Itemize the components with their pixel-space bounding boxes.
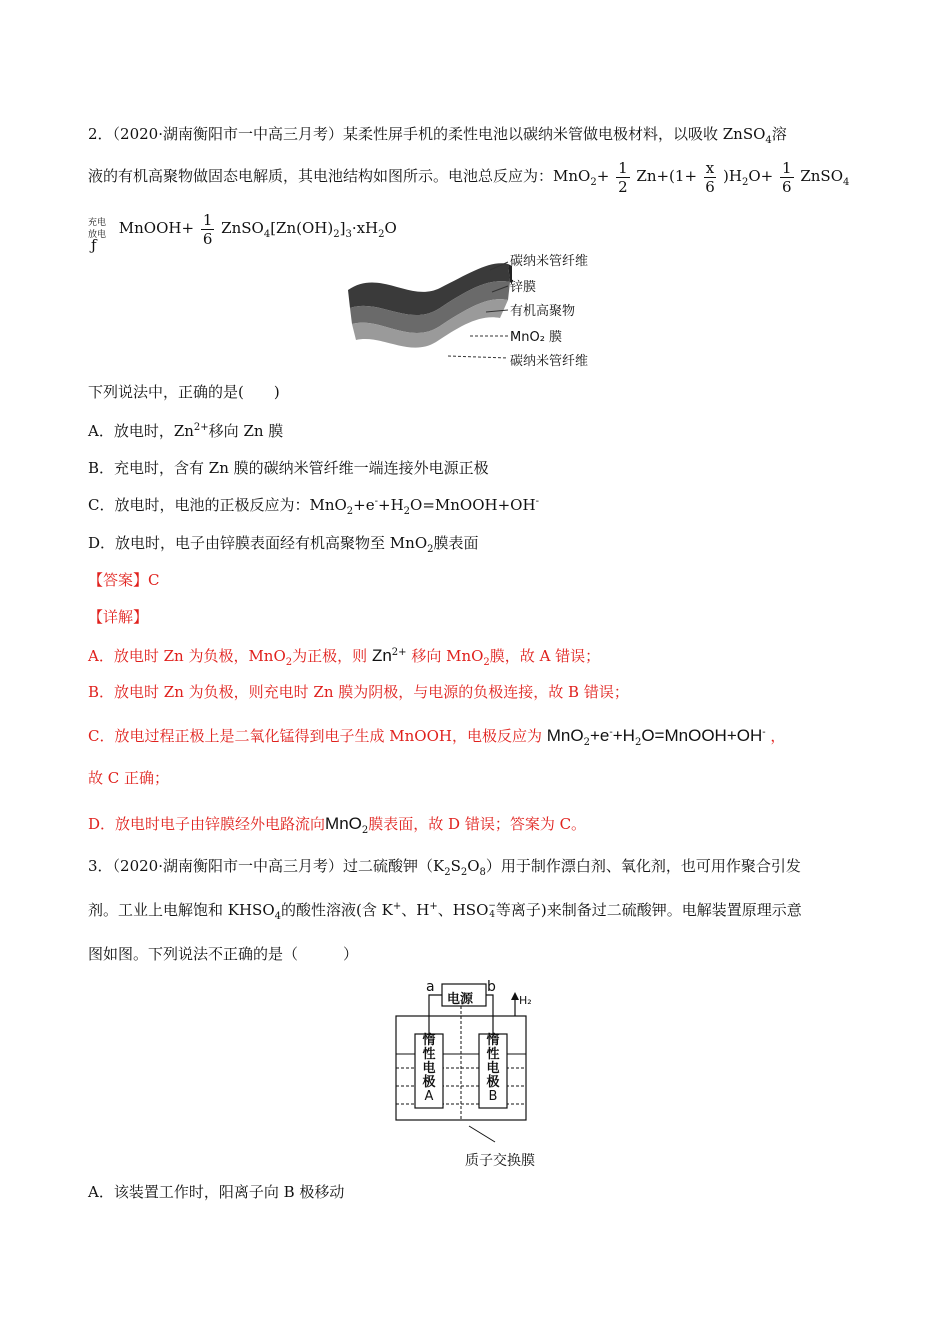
fraction: $\frac{1}{6}$ — [782, 158, 792, 196]
q2-option-c: C．放电时，电池的正极反应为：$MnO_2+e^-+H_2O=MnOOH+OH^-$ — [88, 496, 539, 517]
q3-option-a: A．该装置工作时，阳离子向 B 极移动 — [88, 1183, 345, 1201]
label-carbon-fiber-bottom: 碳纳米管纤维 — [510, 354, 589, 369]
explanation-b: B．放电时 Zn 为负极，则充电时 Zn 膜为阴极，与电源的负极连接，故 B 错误； — [88, 683, 629, 701]
battery-structure-figure — [340, 248, 610, 368]
label-carbon-fiber-top: 碳纳米管纤维 — [510, 254, 589, 269]
explanation-a: A．放电时 Zn 为负极，MnO$_2$为正极，则 $Zn^{2+}$ 移向 MnO$_2$膜，故 A 错误； — [88, 646, 601, 668]
electrode-a-label: 惰 性 电 极 A — [422, 1033, 436, 1104]
q2-option-a: A．放电时，$Zn^{2+}$移向 Zn 膜 — [88, 422, 284, 440]
label-zinc-film: 锌膜 — [510, 280, 537, 295]
fraction: $\frac{x}{6}$ — [705, 158, 715, 196]
fraction: $\frac{1}{2}$ — [618, 158, 628, 196]
reversible-arrow: 放电 ƒ 充电 — [88, 218, 107, 254]
power-source-label: 电源 — [447, 992, 474, 1007]
electrolysis-figure — [395, 976, 555, 1172]
terminal-a-label: a — [426, 979, 435, 995]
label-organic-polymer: 有机高聚物 — [510, 304, 576, 319]
detail-label: 【详解】 — [88, 608, 149, 626]
label-mno2-film: MnO₂ 膜 — [510, 330, 563, 345]
membrane-label: 质子交换膜 — [465, 1153, 535, 1169]
q2-stem-line3: 放电 ƒ 充电 MnOOH+ $\frac{1}{6}$ $ZnSO_4[Zn(OH)_2]_3\cdot xH_2O$ — [88, 210, 397, 254]
q2-option-b: B．充电时，含有 Zn 膜的碳纳米管纤维一端连接外电源正极 — [88, 459, 489, 477]
explanation-c: C．放电过程正极上是二氧化锰得到电子生成 MnOOH，电极反应为 $MnO_2+e^-+H_2O=MnOOH+OH^-$ ， — [88, 726, 786, 748]
q2-stem-line1: 2．（2020·湖南衡阳市一中高三月考）某柔性屏手机的柔性电池以碳纳米管做电极材料，以吸收 ZnSO$_4$溶 — [88, 125, 787, 146]
explanation-c-cont: 故 C 正确； — [88, 769, 170, 787]
h2-label: H₂ — [519, 994, 532, 1007]
answer-label: 【答案】C — [88, 571, 160, 589]
fraction: $\frac{1}{6}$ — [202, 210, 213, 248]
terminal-b-label: b — [487, 979, 496, 995]
explanation-d: D．放电时电子由锌膜经外电路流向MnO$_2$膜表面，故 D 错误；答案为 C。 — [88, 814, 587, 836]
q3-stem-line2: 剂。工业上电解饱和 $KHSO_4$的酸性溶液(含 K+、H+、HSO− 4等离子)来制备过二硫酸钾。电解装置原理示意 — [88, 901, 802, 922]
electrode-b-label: 惰 性 电 极 B — [486, 1033, 500, 1104]
q2-stem-line2: 液的有机高聚物做固态电解质，其电池结构如图所示。电池总反应为：MnO$_2$+ $\frac{1}{2}$ Zn+(1+ $\frac{x}{6}$ )$H_2O+$ $\frac{1}{6}$ ZnSO$_4$ — [88, 158, 850, 196]
q3-stem-line1: 3．（2020·湖南衡阳市一中高三月考）过二硫酸钾$(K_2S_2O_8)$用于制作漂白剂、氧化剂，也可用作聚合引发 — [88, 857, 801, 878]
q2-question: 下列说法中，正确的是( ) — [88, 383, 280, 401]
q2-option-d: D．放电时，电子由锌膜表面经有机高聚物至 MnO$_2$膜表面 — [88, 534, 479, 555]
q3-stem-line3: 图如图。下列说法不正确的是（ ） — [88, 945, 359, 963]
